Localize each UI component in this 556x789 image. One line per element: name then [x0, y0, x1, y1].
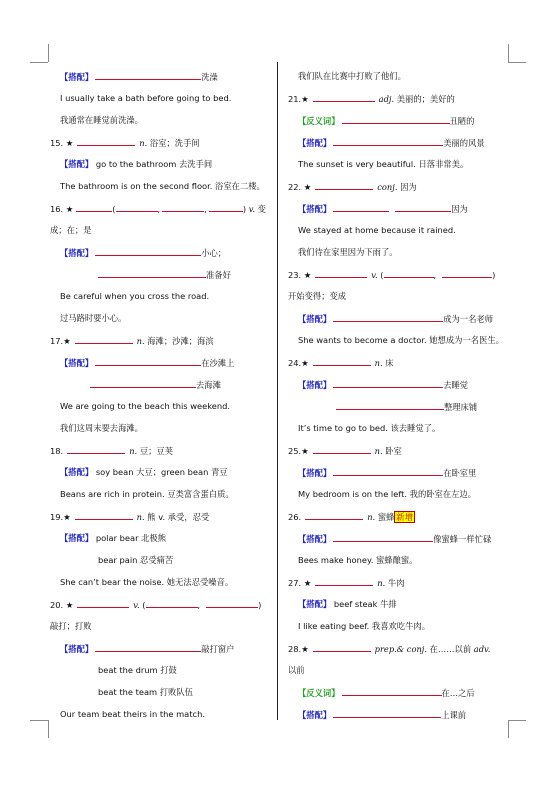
left-line-26: 敲打；打败 [50, 621, 92, 631]
paren: ( [112, 204, 116, 214]
left-line-5 [60, 159, 212, 170]
line-text: soy bean 大豆；green bean 青豆 [93, 467, 228, 477]
line-text: polar bear 北极熊 [93, 533, 167, 543]
entry-number: 15. ★ [50, 138, 74, 148]
right-line-26: I like eating beef. 我喜欢吃牛肉。 [298, 621, 431, 631]
line-text: 浴室；洗手间 [147, 138, 200, 148]
right-line-9: 我们待在家里因为下雨了。 [298, 247, 398, 257]
right-line-7 [298, 203, 468, 215]
answer-blank[interactable] [315, 269, 367, 278]
column-divider [277, 62, 278, 720]
line-text: 像蜜蜂一样忙碌 [433, 534, 492, 544]
entry-number: 24.★ [288, 358, 309, 368]
answer-blank[interactable] [67, 445, 125, 454]
right-line-10 [288, 269, 495, 281]
paren: ) [492, 270, 496, 280]
crop-mark-top-right-v [508, 44, 509, 62]
collocation-tag: 【搭配】 [298, 710, 332, 720]
part-of-speech: adv. [473, 644, 491, 654]
line-text: 豆；豆荚 [137, 446, 174, 456]
right-line-27 [288, 643, 490, 655]
answer-blank[interactable] [305, 511, 363, 520]
answer-blank[interactable] [116, 203, 158, 212]
left-line-20: Beans are rich in protein. 豆类富含蛋白质。 [60, 489, 234, 499]
line-text: 变 [255, 204, 266, 214]
left-line-27 [60, 643, 234, 655]
line-text: 海滩；沙滩；海滨 [144, 336, 214, 346]
comma: , [433, 270, 437, 280]
right-line-17: It’s time to go to bed. 该去睡觉了。 [298, 423, 441, 433]
part-of-speech: v. [371, 270, 378, 280]
answer-blank[interactable] [90, 379, 196, 388]
answer-blank[interactable] [77, 137, 135, 146]
collocation-tag: 【搭配】 [298, 599, 332, 609]
left-line-12: 过马路时要小心。 [60, 313, 127, 323]
paren: ( [377, 270, 384, 280]
part-of-speech: n. [136, 336, 145, 346]
right-line-18 [288, 445, 402, 457]
left-line-17: 我们这周末要去海滩。 [60, 423, 143, 433]
right-line-28: 以前 [288, 665, 305, 675]
crop-mark-bottom-left-v [48, 720, 49, 738]
part-of-speech: n. [374, 446, 383, 456]
antonym-tag: 【反义词】 [298, 116, 340, 126]
answer-blank[interactable] [333, 203, 389, 212]
comma: , [157, 204, 161, 214]
part-of-speech: prep.& conj. [374, 644, 427, 654]
right-line-30 [298, 709, 466, 721]
collocation-tag: 【搭配】 [298, 138, 332, 148]
left-line-25 [50, 599, 261, 611]
answer-blank[interactable] [333, 313, 443, 322]
right-line-5: The sunset is very beautiful. 日落非常美。 [298, 159, 469, 169]
new-badge: 新增 [396, 512, 414, 522]
answer-blank[interactable] [333, 467, 443, 476]
crop-mark-bottom-right [508, 720, 526, 721]
collocation-tag: 【搭配】 [60, 248, 94, 258]
line-text: 敲打窗户 [201, 644, 235, 654]
line-text: 蜜蜂 [375, 512, 395, 522]
answer-blank[interactable] [384, 269, 434, 278]
part-of-speech: v. [133, 600, 140, 610]
line-text: 洗澡 [201, 72, 218, 82]
comma: , [204, 204, 207, 214]
right-line-11: 开始变得；变成 [288, 291, 347, 301]
right-line-14 [288, 357, 394, 369]
answer-blank[interactable] [333, 379, 443, 388]
answer-blank[interactable] [206, 599, 258, 608]
line-text: 整理床铺 [444, 402, 478, 412]
line-text: go to the bathroom 去洗手间 [93, 159, 213, 169]
paren: ) [258, 600, 262, 610]
part-of-speech: n. [377, 578, 386, 588]
part-of-speech: n. [139, 138, 148, 148]
antonym-tag: 【反义词】 [298, 688, 340, 698]
line-text: 美丽的风景 [443, 138, 485, 148]
answer-blank[interactable] [342, 115, 450, 124]
entry-number: 23. ★ [288, 270, 312, 280]
answer-blank[interactable] [95, 71, 201, 80]
line-text: 床 [382, 358, 394, 368]
answer-blank[interactable] [313, 445, 371, 454]
entry-number: 26. [288, 512, 302, 522]
entry-number: 17.★ [50, 336, 71, 346]
answer-blank[interactable] [146, 599, 198, 608]
entry-number: 20. ★ [50, 600, 74, 610]
left-line-8: 成；在；是 [50, 225, 92, 235]
right-line-29 [298, 687, 475, 699]
right-line-8: We stayed at home because it rained. [298, 225, 456, 235]
left-line-6: The bathroom is on the second floor. 浴室在二楼。 [60, 181, 265, 191]
left-line-7 [50, 203, 266, 215]
crop-mark-bottom-right-v [508, 720, 509, 738]
right-line-16 [336, 401, 477, 413]
answer-blank[interactable] [76, 203, 112, 212]
part-of-speech: adj. [378, 94, 395, 104]
part-of-speech: n. [136, 512, 145, 522]
collocation-tag: 【搭配】 [298, 534, 332, 544]
collocation-tag: 【搭配】 [298, 314, 332, 324]
line-text: 美丽的；美好的 [394, 94, 455, 104]
line-text: 因为 [451, 204, 468, 214]
answer-blank[interactable] [77, 599, 129, 608]
answer-blank[interactable] [95, 357, 201, 366]
left-line-13 [50, 335, 214, 347]
entry-number: 18. [50, 446, 64, 456]
answer-blank[interactable] [98, 269, 206, 278]
comma: , [197, 600, 201, 610]
right-line-25 [298, 599, 397, 610]
collocation-tag: 【搭配】 [60, 467, 94, 477]
answer-blank[interactable] [333, 137, 443, 146]
right-line-15 [298, 379, 468, 391]
paren: ( [139, 600, 146, 610]
right-line-13: She wants to become a doctor. 她想成为一名医生。 [298, 335, 504, 345]
entry-number: 16. ★ [50, 204, 74, 214]
entry-number: 27. ★ [288, 578, 312, 588]
part-of-speech: conj. [377, 182, 398, 192]
collocation-tag: 【搭配】 [298, 204, 332, 214]
left-line-11: Be careful when you cross the road. [60, 291, 210, 301]
right-line-1: 我们队在比赛中打败了他们。 [298, 71, 406, 81]
left-line-30: Our team beat theirs in the match. [60, 709, 205, 719]
left-line-4 [50, 137, 200, 149]
left-line-3: 我通常在睡觉前洗澡。 [60, 115, 143, 125]
answer-blank[interactable] [313, 643, 371, 652]
left-line-22 [60, 533, 166, 544]
line-text: 在卧室里 [443, 468, 477, 478]
left-line-19 [60, 467, 228, 478]
left-line-21 [50, 511, 209, 523]
answer-blank[interactable] [333, 709, 441, 718]
collocation-tag: 【搭配】 [298, 380, 332, 390]
left-line-23: bear pain 忍受痛苦 [98, 555, 174, 565]
part-of-speech: v. [248, 204, 256, 214]
answer-blank[interactable] [162, 203, 204, 212]
answer-blank[interactable] [75, 335, 133, 344]
left-line-29: beat the team 打败队伍 [98, 687, 193, 697]
answer-blank[interactable] [342, 687, 442, 696]
left-line-24: She can’t bear the noise. 她无法忍受噪音。 [60, 577, 234, 587]
answer-blank[interactable] [315, 181, 373, 190]
left-line-16: We are going to the beach this weekend. [60, 401, 231, 411]
collocation-tag: 【搭配】 [60, 644, 94, 654]
line-text: 准备好 [206, 270, 231, 280]
collocation-tag: 【搭配】 [298, 468, 332, 478]
line-text: 上课前 [441, 710, 467, 720]
right-line-6 [288, 181, 417, 193]
entry-number: 22. ★ [288, 182, 312, 192]
entry-number: 21.★ [288, 94, 309, 104]
entry-number: 19.★ [50, 512, 71, 522]
line-text: 牛肉 [385, 578, 405, 588]
line-text: 熊 v. 承受，忍受 [144, 512, 210, 522]
right-line-12 [298, 313, 493, 325]
line-text: 去海滩 [196, 380, 221, 390]
line-text: 在…之后 [441, 688, 475, 698]
entry-number: 25.★ [288, 446, 309, 456]
collocation-tag: 【搭配】 [60, 159, 94, 169]
answer-blank[interactable] [395, 203, 451, 212]
left-line-10 [98, 269, 231, 281]
line-text: 在沙滩上 [201, 358, 235, 368]
line-text: 小心； [201, 248, 227, 258]
line-text: 在……以前 [427, 644, 472, 654]
line-text: beef steak 牛排 [331, 599, 397, 609]
answer-blank[interactable] [442, 269, 492, 278]
answer-blank[interactable] [95, 643, 201, 652]
crop-mark-bottom-left [30, 720, 48, 721]
right-line-23: Bees make honey. 蜜蜂酿蜜。 [298, 555, 418, 565]
collocation-tag: 【搭配】 [60, 72, 94, 82]
answer-blank[interactable] [95, 247, 201, 256]
line-text: 去睡觉 [443, 380, 469, 390]
left-line-9 [60, 247, 226, 259]
part-of-speech: n. [129, 446, 138, 456]
right-line-2 [288, 93, 455, 105]
line-text: 因为 [397, 182, 417, 192]
line-text: 成为一名老师 [443, 314, 493, 324]
collocation-tag: 【搭配】 [60, 533, 94, 543]
left-line-14 [60, 357, 234, 369]
right-line-21 [288, 511, 415, 523]
crop-mark-top-left [30, 62, 48, 63]
left-line-15 [90, 379, 221, 391]
left-line-18 [50, 445, 173, 457]
answer-blank[interactable] [336, 401, 444, 410]
left-line-28: beat the drum 打鼓 [98, 665, 177, 675]
answer-blank[interactable] [333, 533, 433, 542]
right-line-20: My bedroom is on the left. 我的卧室在左边。 [298, 489, 477, 499]
right-line-4 [298, 137, 485, 149]
right-line-24 [288, 577, 405, 589]
answer-blank[interactable] [313, 93, 375, 102]
paren: ) [242, 204, 247, 214]
entry-number: 28.★ [288, 644, 309, 654]
left-line-2: I usually take a bath before going to bed. [60, 93, 232, 103]
right-line-22 [298, 533, 491, 545]
line-text: 卧室 [382, 446, 402, 456]
crop-mark-top-right [508, 62, 526, 63]
right-line-3 [298, 115, 474, 127]
answer-blank[interactable] [209, 203, 243, 212]
part-of-speech: n. [374, 358, 383, 368]
answer-blank[interactable] [315, 577, 373, 586]
left-line-1 [60, 71, 218, 83]
line-text: 丑陋的 [449, 116, 475, 126]
collocation-tag: 【搭配】 [60, 358, 94, 368]
right-line-19 [298, 467, 476, 479]
part-of-speech: n. [367, 512, 376, 522]
crop-mark-top-left-v [48, 44, 49, 62]
answer-blank[interactable] [313, 357, 371, 366]
answer-blank[interactable] [75, 511, 133, 520]
